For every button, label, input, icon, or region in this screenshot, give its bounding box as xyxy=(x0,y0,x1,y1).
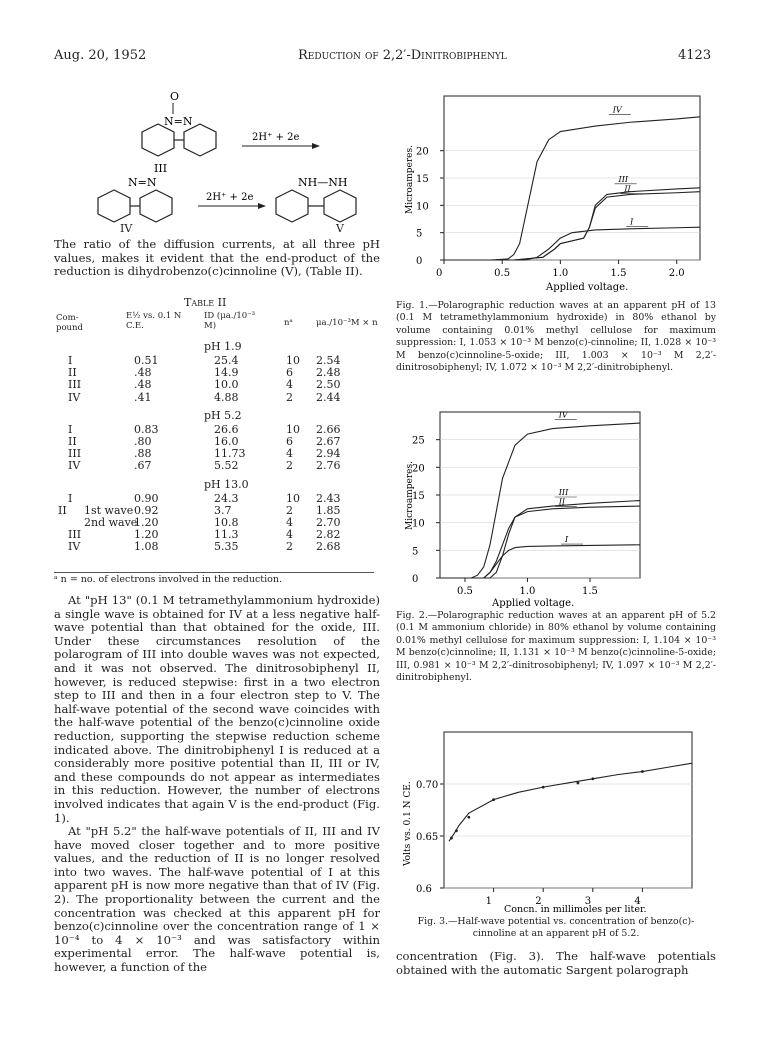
cell-e: 0.83 xyxy=(134,422,159,436)
cell-r: 2.43 xyxy=(316,491,341,505)
fig2-ytick-label: 0 xyxy=(412,574,419,585)
fig1-xtick-label: 0 xyxy=(436,268,443,279)
fig3-data-point xyxy=(467,816,470,819)
cell-n: 2 xyxy=(286,459,293,473)
fig1-curve-label: III xyxy=(618,174,629,184)
cell-n: 4 xyxy=(286,528,293,542)
cell-n: 2 xyxy=(286,540,293,554)
fig1-ylabel: Microamperes. xyxy=(405,145,415,214)
fig1-series-II xyxy=(444,192,700,260)
table-row xyxy=(54,423,374,435)
fig3-ylabel: Volts vs. 0.1 N CE. xyxy=(403,781,413,866)
cell-n: 6 xyxy=(286,435,293,448)
fig2-series-III xyxy=(440,501,640,578)
figure-3 xyxy=(396,730,716,914)
cell-id: 3.7 xyxy=(214,503,232,517)
fig3-data-point xyxy=(542,786,545,789)
cell-c: II xyxy=(68,366,77,380)
azo-label-IV: N=N xyxy=(128,176,157,189)
cell-e: 0.92 xyxy=(134,503,159,517)
fig3-xtick-label: 4 xyxy=(634,896,641,907)
cell-c: I xyxy=(68,491,73,505)
fig3-frame xyxy=(444,732,692,888)
cell-id: 5.35 xyxy=(214,540,239,554)
fig3-data-point xyxy=(591,777,594,780)
cell-id: 25.4 xyxy=(214,354,239,367)
cell-n: 4 xyxy=(286,447,293,461)
fig2-curve-label: IV xyxy=(558,410,568,420)
cell-n: 2 xyxy=(286,503,293,517)
running-date: Aug. 20, 1952 xyxy=(54,48,147,63)
table-row xyxy=(54,459,374,471)
table-title: Table II xyxy=(184,296,227,309)
fig2-xlabel: Applied voltage. xyxy=(492,598,575,609)
table-row xyxy=(54,492,374,504)
cell-sub: 2nd wave xyxy=(84,516,138,529)
fig1-xtick-label: 0.5 xyxy=(494,268,511,279)
cell-r: 1.85 xyxy=(316,503,341,517)
fig3-xtick-label: 1 xyxy=(485,896,492,907)
cell-r: 2.70 xyxy=(316,516,341,529)
table-row xyxy=(54,435,374,447)
fig1-xtick-label: 2.0 xyxy=(668,268,685,279)
table-row xyxy=(54,378,374,390)
cell-n: 6 xyxy=(286,366,293,380)
fig2-ytick-label: 25 xyxy=(412,435,425,447)
cell-id: 16.0 xyxy=(214,435,239,448)
fig2-ylabel: Microamperes. xyxy=(405,461,415,530)
azo-label-III: N=N xyxy=(164,115,193,128)
cell-e: .67 xyxy=(134,459,152,473)
cell-e: 0.51 xyxy=(134,354,159,367)
cell-sub: 1st wave xyxy=(84,503,134,517)
fig2-series-I xyxy=(440,545,640,578)
cell-n: 4 xyxy=(286,378,293,392)
cell-id: 10.0 xyxy=(214,378,239,392)
fig3-data-point xyxy=(641,770,644,773)
col-header-ratio: μa./10⁻³M × n xyxy=(316,318,378,328)
fig1-xtick-label: 1.0 xyxy=(552,268,569,279)
fig1-ytick-label: 20 xyxy=(416,146,429,158)
ring-structure-V xyxy=(276,190,356,222)
cell-e: .41 xyxy=(134,390,152,404)
fig3-series-0 xyxy=(449,763,692,841)
table-row xyxy=(54,528,374,540)
cell-r: 2.68 xyxy=(316,540,341,554)
cell-r: 2.44 xyxy=(316,390,341,404)
intro-paragraph xyxy=(54,238,380,279)
oxide-o: O xyxy=(170,90,180,103)
cell-id: 4.88 xyxy=(214,390,239,404)
fig2-ytick-label: 10 xyxy=(412,518,425,530)
table-row xyxy=(54,391,374,403)
body-right-end xyxy=(396,950,716,977)
figure-2 xyxy=(396,410,716,610)
fig1-xtick-label: 1.5 xyxy=(610,268,627,279)
col-header-compound: Com-pound xyxy=(56,313,83,333)
fig3-caption: Fig. 3.—Half-wave potential vs. concentration of benzo(c)-cinnoline at an apparent pH of 5.2. xyxy=(417,916,695,940)
cell-r: 2.50 xyxy=(316,378,341,392)
cell-r: 2.48 xyxy=(316,366,341,380)
cell-id: 11.73 xyxy=(214,447,246,461)
cell-n: 10 xyxy=(286,422,300,436)
fig1-curve-label: IV xyxy=(612,105,622,115)
fig1-ytick-label: 5 xyxy=(416,228,423,240)
fig3-data-point xyxy=(450,837,453,840)
fig2-ytick-label: 5 xyxy=(412,546,419,558)
fig1-series-IV xyxy=(444,117,700,260)
cell-id: 14.9 xyxy=(214,366,239,380)
cell-c: IV xyxy=(68,390,81,404)
cell-c: I xyxy=(68,422,73,436)
page-number: 4123 xyxy=(678,48,712,63)
paragraph-ph13: At "pH 13" (0.1 M tetramethylammonium hydroxide) a single wave is obtained for IV at a less negative half-wave potential than that obtained for the oxide, III. Under these circumstances resolution of the polarogram of III into double waves was not expected, and it was not observed. The dinitrosobiphenyl II, however, is reduced stepwise: first in a two electron step to III and then in a four electron step to V. The half-wave potential of the second wave coincides with the half-wave potential of the benzo(c)cinnoline oxide reduction, supporting the stepwise reduction scheme indicated above. The dinitrobiphenyl I is reduced at a considerably more positive potential than II, III or IV, and these compounds do not appear as intermediates in this reduction. However, the number of electrons involved indicates that again V is the end-product (Fig. 1). xyxy=(54,593,380,825)
fig3-ytick-label: 0.6 xyxy=(416,884,432,895)
fig2-xtick-label: 1.0 xyxy=(519,586,536,597)
cell-c: III xyxy=(68,447,82,461)
cell-e: .88 xyxy=(134,447,152,461)
table-row xyxy=(54,354,374,366)
cell-r: 2.82 xyxy=(316,528,341,542)
table-row xyxy=(54,366,374,378)
body-left xyxy=(54,594,380,975)
cell-n: 4 xyxy=(286,516,293,529)
fig2-series-IV xyxy=(440,423,640,578)
table-group-label: pH 1.9 xyxy=(204,340,242,353)
fig3-xtick-label: 2 xyxy=(535,896,542,907)
fig1-xlabel: Applied voltage. xyxy=(546,282,629,293)
cell-e: .80 xyxy=(134,435,152,448)
table-row xyxy=(54,516,374,528)
step2-label: 2H⁺ + 2e xyxy=(206,192,254,203)
fig1-ytick-label: 0 xyxy=(416,256,423,267)
cell-e: 1.20 xyxy=(134,528,159,542)
cell-c: III xyxy=(68,378,82,392)
fig3-xtick-label: 3 xyxy=(584,896,592,907)
fig1-caption: Fig. 1.—Polarographic reduction waves at an apparent pH of 13 (0.1 M tetramethylammonium hydroxide) in 80% ethanol by volume containing 0.01% methyl cellulose for maximum suppression: I, 1.053 × 10⁻³ M benzo(c)-cinnoline; II, 1.028 × 10⁻³ M benzo(c)cinnoline-5-oxide; III, 1.003 × 10⁻³ M 2,2′-dinitrosobiphenyl; IV, 1.072 × 10⁻³ M 2,2′-dinitrobiphenyl. xyxy=(396,300,716,374)
hydrazo-label-V: NH—NH xyxy=(298,176,348,189)
fig2-curve-label: III xyxy=(558,488,569,497)
paragraph-ph52: At "pH 5.2" the half-wave potentials of II, III and IV have moved closer together and to more positive values, and the reduction of II is no longer resolved into two waves. The half-wave potential of I at this apparent pH is now more negative than that of IV (Fig. 2). The proportionality between the current and the concentration was checked at this apparent pH for benzo(c)cinnoline over the concentration range of 1 × 10⁻⁴ to 4 × 10⁻³ and was satisfactory within experimental error. The half-wave potential is, however, a function of the xyxy=(54,824,380,975)
cell-c: IV xyxy=(68,459,81,473)
ring-structure-III xyxy=(142,124,216,156)
cell-r: 2.76 xyxy=(316,459,341,473)
intro-text: The ratio of the diffusion currents, at all three pH values, makes it evident that the end-product of the reduction is dihydrobenzo(c)cinnoline (V), (Table II). xyxy=(54,237,380,279)
ring-structure-IV xyxy=(98,190,172,222)
step1-label: 2H⁺ + 2e xyxy=(252,132,300,143)
cell-r: 2.67 xyxy=(316,435,341,448)
cell-id: 11.3 xyxy=(214,528,239,542)
body-right-text: concentration (Fig. 3). The half-wave potentials obtained with the automatic Sargent polarograph xyxy=(396,949,716,977)
fig1-series-I xyxy=(444,227,700,260)
cell-c: II xyxy=(68,435,77,448)
cell-e: .48 xyxy=(134,366,152,380)
col-header-ehalf: E½ vs. 0.1 N C.E. xyxy=(126,311,182,331)
fig1-curve-label: II xyxy=(624,184,631,194)
cell-c: I xyxy=(68,354,73,367)
fig2-ytick-label: 20 xyxy=(412,463,425,475)
fig1-series-III xyxy=(444,188,700,260)
fig1-curve-label: I xyxy=(630,217,634,227)
fig2-xtick-label: 0.5 xyxy=(457,586,473,597)
cell-n: 2 xyxy=(286,390,293,404)
label-V: V xyxy=(336,222,344,235)
fig1-ytick-label: 15 xyxy=(416,174,429,185)
fig2-series-II xyxy=(440,506,640,578)
cell-r: 2.66 xyxy=(316,422,341,436)
fig3-data-point xyxy=(577,782,580,785)
fig3-data-point xyxy=(455,829,458,832)
label-IV: IV xyxy=(120,222,133,235)
table-group-label: pH 13.0 xyxy=(204,477,249,491)
fig2-curve-label: I xyxy=(565,535,569,545)
table-group-label: pH 5.2 xyxy=(204,408,242,422)
fig2-xtick-label: 1.5 xyxy=(582,586,598,597)
fig2-caption: Fig. 2.—Polarographic reduction waves at an apparent pH of 5.2 (0.1 M ammonium chloride) in 80% ethanol by volume containing 0.01% methyl cellulose for maximum suppression: I, 1.104 × 10⁻³ M benzo(c)cinnoline; II, 1.131 × 10⁻³ M benzo(c)cinnoline-5-oxide; III, 0.981 × 10⁻³ M 2,2′-dinitrosobiphenyl; IV, 1.097 × 10⁻³ M 2,2′-dinitrobiphenyl. xyxy=(396,610,716,684)
cell-e: .48 xyxy=(134,378,152,392)
fig1-ytick-label: 10 xyxy=(416,201,429,213)
cell-e: 1.20 xyxy=(134,516,159,529)
cell-id: 26.6 xyxy=(214,422,239,436)
table-row xyxy=(54,447,374,459)
cell-n: 10 xyxy=(286,491,300,505)
cell-e: 0.90 xyxy=(134,491,159,505)
cell-r: 2.94 xyxy=(316,447,341,461)
cell-id: 24.3 xyxy=(214,491,239,505)
cell-c: IV xyxy=(68,540,81,554)
fig3-data-point xyxy=(492,798,495,801)
cell-id: 5.52 xyxy=(214,459,239,473)
col-header-id: ID (μa./10⁻³ M) xyxy=(204,311,256,331)
cell-e: 1.08 xyxy=(134,540,159,554)
cell-n: 10 xyxy=(286,354,300,367)
fig2-ytick-label: 15 xyxy=(412,491,425,502)
table-row xyxy=(54,504,374,516)
figure-1 xyxy=(396,94,716,302)
table-ii xyxy=(54,296,384,586)
table-row xyxy=(54,540,374,552)
col-header-n: nᵃ xyxy=(284,318,293,328)
fig3-ytick-label: 0.70 xyxy=(416,780,439,791)
running-title: Reduction of 2,2′-Dinitrobiphenyl xyxy=(298,48,507,63)
cell-c: II xyxy=(58,503,67,517)
table-footnote: ᵃ n = no. of electrons involved in the reduction. xyxy=(54,574,282,585)
fig2-curve-label: II xyxy=(558,497,566,507)
cell-c: III xyxy=(68,528,82,542)
reaction-scheme xyxy=(80,90,380,230)
fig3-ytick-label: 0.65 xyxy=(416,832,439,843)
fig3-xlabel: Concn. in millimoles per liter. xyxy=(504,904,647,914)
label-III: III xyxy=(154,162,168,175)
cell-r: 2.54 xyxy=(316,354,341,367)
cell-id: 10.8 xyxy=(214,516,239,529)
